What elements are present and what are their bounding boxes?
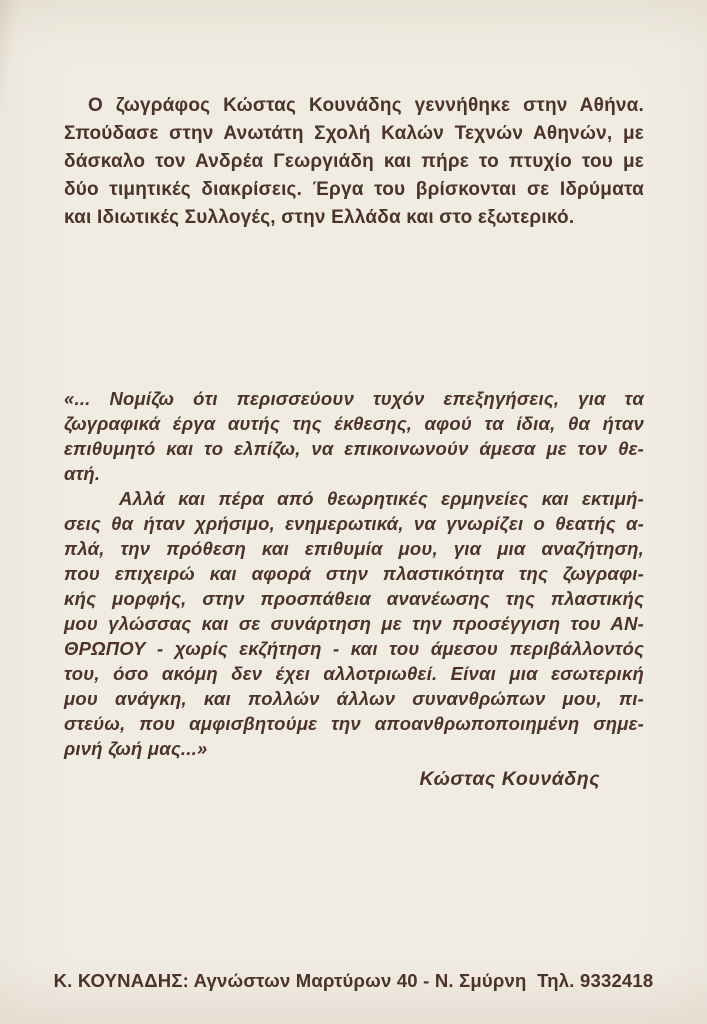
text-line: ΘΡΩΠΟΥ - χωρίς εκζήτηση - και του άμεσου περιβάλλοντός (64, 638, 644, 659)
text-line: και Ιδιωτικές Συλλογές, στην Ελλάδα και στο εξωτερικό. (64, 207, 575, 228)
text-line: δάσκαλο τον Ανδρέα Γεωργιάδη και πήρε το πτυχίο του με (64, 151, 644, 172)
text-line: που επιχειρώ και αφορά στην πλαστικότητα της ζωγραφι- (64, 563, 644, 584)
text-line: μου γλώσσας και σε συνάρτηση με την προσέγγιση του ΑΝ- (64, 613, 644, 634)
text-line: στεύω, που αμφισβητούμε την αποανθρωποποιημένη σημε- (64, 713, 644, 734)
text-line: του, όσο ακόμη δεν έχει αλλοτριωθεί. Είναι μια εσωτερική (64, 663, 644, 684)
text-line: ατή. (64, 463, 101, 484)
statement-paragraph-2 (64, 486, 644, 761)
text-line: επιθυμητό και το ελπίζω, να επικοινωνούν άμεσα με τον θε- (64, 438, 644, 459)
text-line: Σπούδασε στην Ανωτάτη Σχολή Καλών Τεχνών Αθηνών, με (64, 123, 644, 144)
text-line: πλά, την πρόθεση και επιθυμία μου, για μια αναζήτηση, (64, 538, 644, 559)
text-line: Αλλά και πέρα από θεωρητικές ερμηνείες και εκτιμή- (119, 488, 644, 509)
statement-paragraph-1 (64, 386, 644, 486)
text-line: ρινή ζωή μας...» (64, 738, 208, 759)
text-line: ζωγραφικά έργα αυτής της έκθεσης, αφού τα ίδια, θα ήταν (64, 413, 644, 434)
artist-bio-paragraph (64, 92, 644, 232)
text-line: κής μορφής, στην προσπάθεια ανανέωσης της πλαστικής (64, 588, 644, 609)
text-line: «... Νομίζω ότι περισσεύουν τυχόν επεξηγήσεις, για τα (64, 388, 644, 409)
text-line: δύο τιμητικές διακρίσεις. Έργα του βρίσκονται σε Ιδρύματα (64, 179, 644, 200)
artist-statement-quote (64, 386, 644, 761)
text-line: Ο ζωγράφος Κώστας Κουνάδης γεννήθηκε στην Αθήνα. (88, 95, 644, 116)
text-line: μου ανάγκη, και πολλών άλλων συνανθρώπων μου, πι- (64, 688, 644, 709)
text-line: σεις θα ήταν χρήσιμο, ενημερωτικά, να γνωρίζει ο θεατής α- (64, 513, 644, 534)
artist-signature: Κώστας Κουνάδης (419, 768, 600, 790)
footer-contact-line: Κ. ΚΟΥΝΑΔΗΣ: Αγνώστων Μαρτύρων 40 - Ν. Σμύρνη Τηλ. 9332418 (53, 970, 654, 991)
